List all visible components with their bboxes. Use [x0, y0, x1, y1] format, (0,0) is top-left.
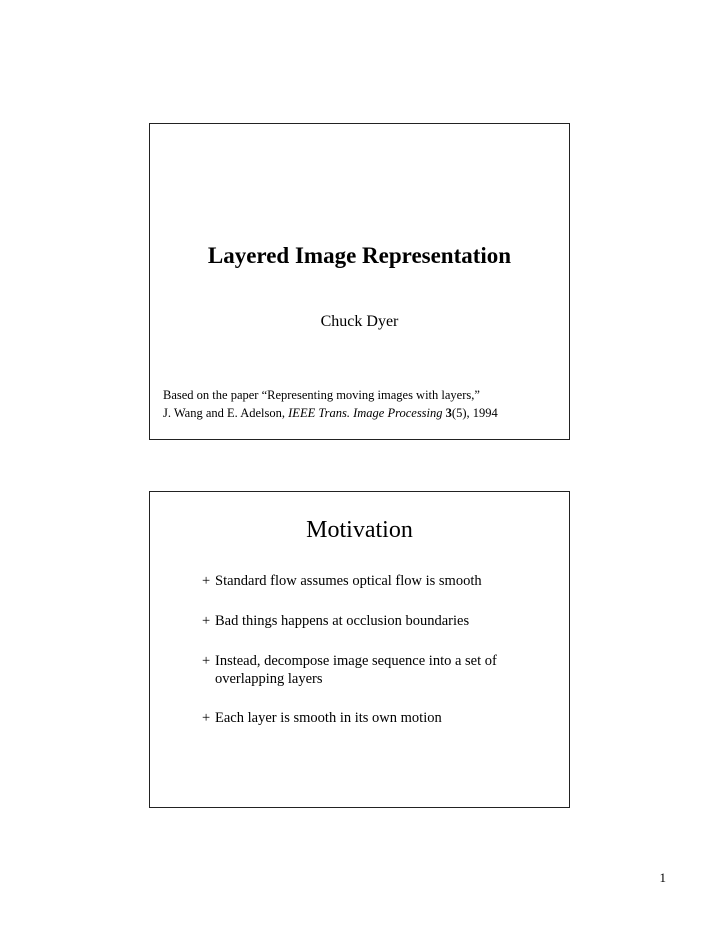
citation-issue-year: (5), 1994: [451, 406, 498, 420]
bullet-text: Standard flow assumes optical flow is smooth: [215, 573, 482, 589]
list-item: [202, 612, 559, 630]
bullet-text-continuation: overlapping layers: [215, 671, 323, 687]
bullet-text: Each layer is smooth in its own motion: [215, 710, 442, 726]
citation-journal: IEEE Trans. Image Processing: [288, 406, 443, 420]
title-slide: [149, 123, 570, 440]
plus-bullet-icon: +: [202, 573, 211, 589]
citation-volume: 3: [445, 406, 452, 420]
list-item: [202, 572, 559, 590]
plus-bullet-icon: +: [202, 710, 211, 726]
bullet-text: Bad things happens at occlusion boundaries: [215, 613, 470, 629]
slide-title: Motivation: [306, 517, 413, 543]
author-name: Chuck Dyer: [320, 313, 399, 330]
page-number: 1: [659, 870, 666, 885]
slide-title: Layered Image Representation: [207, 243, 512, 268]
plus-bullet-icon: +: [202, 653, 211, 669]
plus-bullet-icon: +: [202, 613, 211, 629]
motivation-slide: [149, 491, 570, 808]
paper-citation: [163, 386, 565, 422]
list-item: [202, 709, 559, 727]
bullet-text: Instead, decompose image sequence into a set of: [215, 653, 497, 669]
citation-line-1: Based on the paper “Representing moving images with layers,”: [163, 388, 480, 402]
citation-authors: J. Wang and E. Adelson,: [163, 406, 289, 420]
bullet-list: [202, 572, 559, 749]
citation-line-2: [163, 404, 565, 422]
list-item: [202, 652, 559, 688]
